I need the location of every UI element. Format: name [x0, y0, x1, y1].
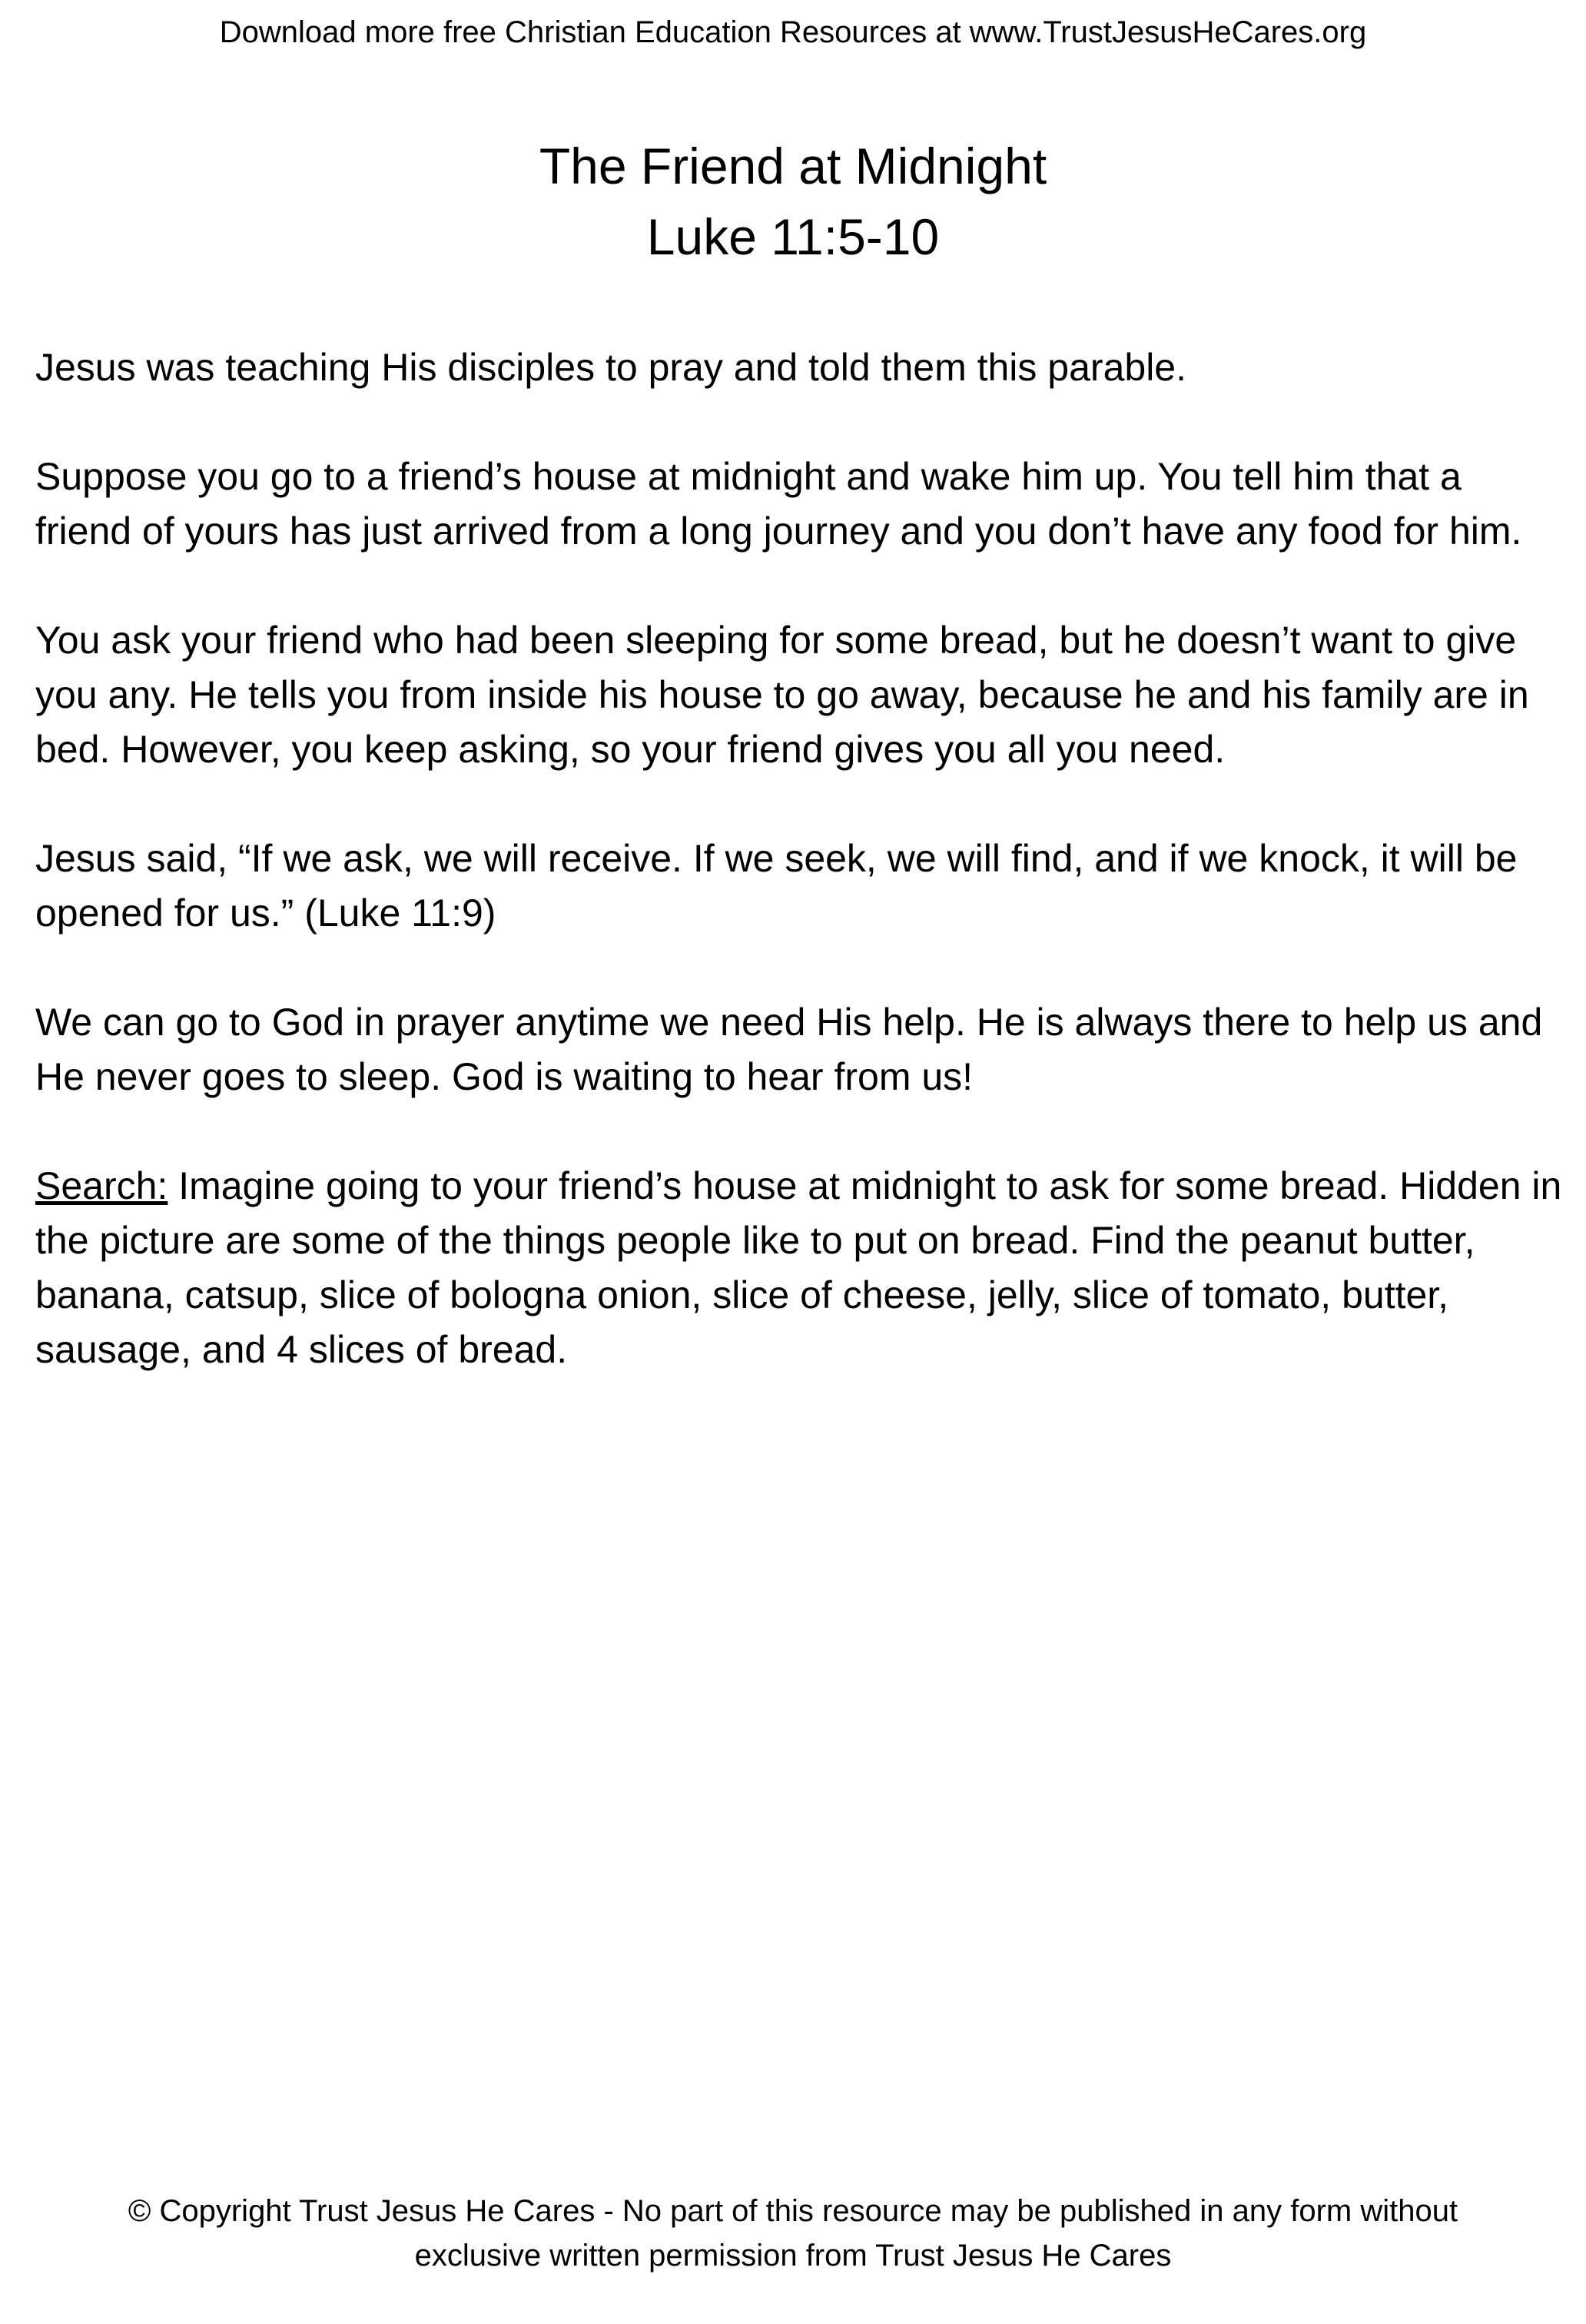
- paragraph-jesus-quote: Jesus said, “If we ask, we will receive. If we seek, we will find, and if we knock, it will be opened for us.” (Luke 11:9): [35, 837, 1518, 935]
- paragraph-midnight-visit: Suppose you go to a friend’s house at midnight and wake him up. You tell him that a friend of yours has just arrived from a long journey and you don’t have any food for him.: [35, 455, 1522, 553]
- download-note: Download more free Christian Education Resources at www.TrustJesusHeCares.org: [219, 15, 1367, 49]
- search-text: Imagine going to your friend’s house at midnight to ask for some bread. Hidden in the picture are some of the things people like to put on bread. Find the peanut butter, banana, catsup, slice of bologna onion, slice of cheese, jelly, slice of tomato, butter, sausage, and 4 slices of bread.: [35, 1164, 1562, 1371]
- paragraph-asking-bread: You ask your friend who had been sleeping for some bread, but he doesn’t want to give you any. He tells you from inside his house to go away, because he and his family are in bed. However, you keep asking, so your friend gives you all you need.: [35, 619, 1529, 771]
- copyright-line-2: exclusive written permission from Trust Jesus He Cares: [414, 2239, 1172, 2273]
- scripture-reference: Luke 11:5-10: [646, 208, 940, 265]
- search-instructions: [35, 1159, 1564, 1377]
- page-title: The Friend at Midnight: [539, 138, 1047, 194]
- title-block: [0, 131, 1586, 272]
- copyright-line-1: © Copyright Trust Jesus He Cares - No part of this resource may be published in any form without: [128, 2194, 1458, 2228]
- paragraph-intro: Jesus was teaching His disciples to pray and told them this parable.: [35, 346, 1186, 389]
- search-label: Search:: [35, 1164, 168, 1207]
- paragraph-prayer: We can go to God in prayer anytime we need His help. He is always there to help us and He never goes to sleep. God is waiting to hear from us!: [35, 1001, 1543, 1098]
- copyright-footer: [0, 2189, 1586, 2278]
- story-content: [35, 340, 1564, 1432]
